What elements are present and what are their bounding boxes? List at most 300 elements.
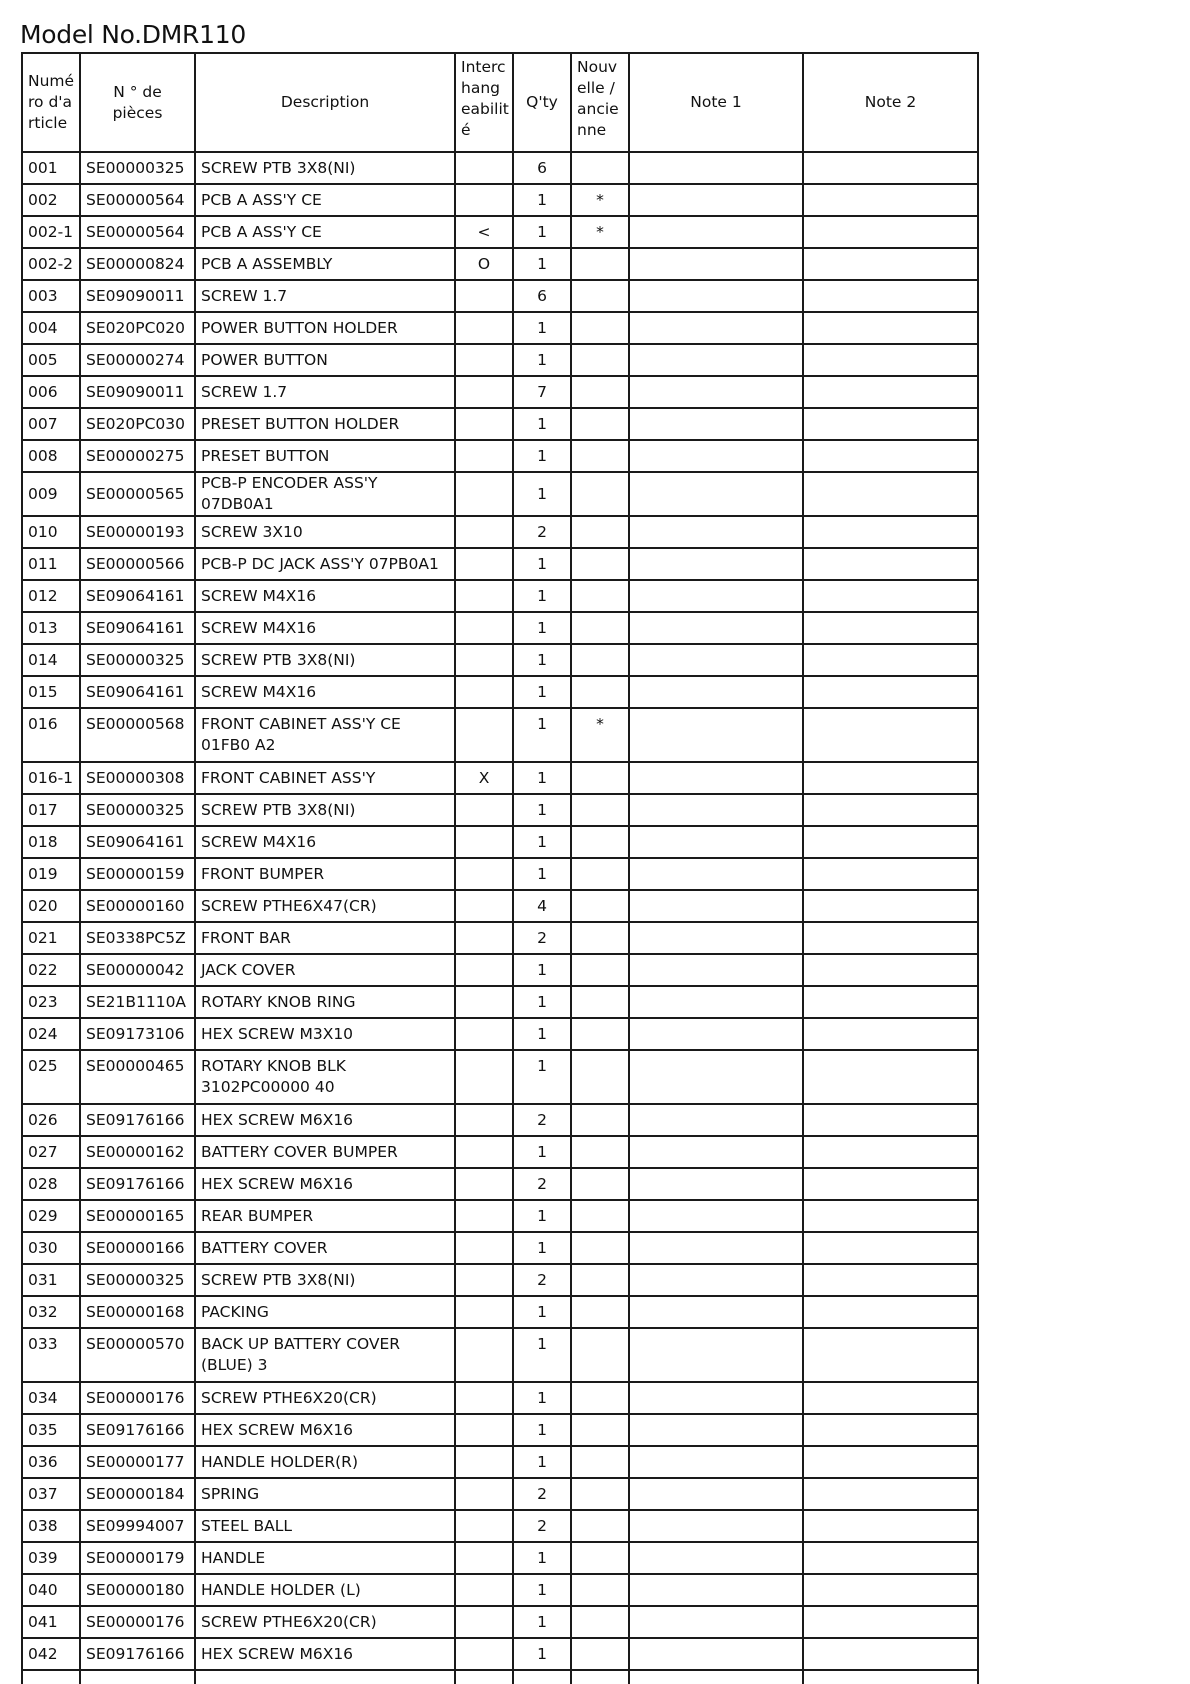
cell-item-number: 002-2 — [22, 248, 80, 280]
cell-description: PRESET BUTTON — [195, 440, 455, 472]
cell-note-1 — [629, 826, 803, 858]
table-row — [22, 280, 978, 312]
header-quantity: Q'ty — [513, 53, 571, 152]
table-row — [22, 612, 978, 644]
cell-quantity: 1 — [513, 612, 571, 644]
cell-item-number: 040 — [22, 1574, 80, 1606]
cell-new-old — [571, 858, 629, 890]
cell-quantity: 1 — [513, 216, 571, 248]
header-new-old: Nouv elle / ancie nne — [571, 53, 629, 152]
cell-item-number: 002-1 — [22, 216, 80, 248]
cell-note-1 — [629, 1478, 803, 1510]
cell-new-old — [571, 644, 629, 676]
cell-description: PRESET BUTTON HOLDER — [195, 408, 455, 440]
cell-description: BACK UP BATTERY COVER (BLUE) 3 — [195, 1328, 455, 1382]
cell-interchangeability — [455, 1018, 513, 1050]
cell-note-1 — [629, 922, 803, 954]
cell-quantity: 1 — [513, 676, 571, 708]
cell-item-number: 035 — [22, 1414, 80, 1446]
cell-note-2 — [803, 516, 978, 548]
cell-part-number: SE00000184 — [80, 1478, 195, 1510]
cell-item-number: 036 — [22, 1446, 80, 1478]
cell-part-number: SE00000042 — [80, 954, 195, 986]
cell-new-old — [571, 280, 629, 312]
cell-item-number: 020 — [22, 890, 80, 922]
table-row — [22, 376, 978, 408]
cell-new-old — [571, 1414, 629, 1446]
cell-part-number: SE09994007 — [80, 1510, 195, 1542]
cell-new-old — [571, 1574, 629, 1606]
cell-description: HEX SCREW M6X16 — [195, 1104, 455, 1136]
cell-empty — [513, 1670, 571, 1684]
cell-new-old — [571, 922, 629, 954]
cell-part-number: SE21B1110A — [80, 986, 195, 1018]
cell-interchangeability — [455, 152, 513, 184]
cell-description: ROTARY KNOB RING — [195, 986, 455, 1018]
cell-quantity: 1 — [513, 1414, 571, 1446]
cell-new-old: * — [571, 708, 629, 762]
cell-note-1 — [629, 440, 803, 472]
cell-new-old — [571, 1200, 629, 1232]
cell-part-number: SE09176166 — [80, 1414, 195, 1446]
cell-note-2 — [803, 826, 978, 858]
header-note-1: Note 1 — [629, 53, 803, 152]
cell-interchangeability — [455, 1200, 513, 1232]
cell-item-number: 041 — [22, 1606, 80, 1638]
cell-note-1 — [629, 1264, 803, 1296]
cell-part-number: SE00000566 — [80, 548, 195, 580]
cell-note-1 — [629, 708, 803, 762]
cell-interchangeability — [455, 1168, 513, 1200]
cell-note-1 — [629, 858, 803, 890]
cell-description: STEEL BALL — [195, 1510, 455, 1542]
cell-note-1 — [629, 280, 803, 312]
cell-item-number: 010 — [22, 516, 80, 548]
cell-new-old — [571, 890, 629, 922]
cell-quantity: 1 — [513, 1232, 571, 1264]
cell-interchangeability — [455, 376, 513, 408]
cell-note-1 — [629, 986, 803, 1018]
cell-description: SCREW PTB 3X8(NI) — [195, 644, 455, 676]
table-row — [22, 1606, 978, 1638]
cell-interchangeability — [455, 676, 513, 708]
table-row — [22, 644, 978, 676]
cell-note-2 — [803, 858, 978, 890]
cell-quantity: 6 — [513, 280, 571, 312]
cell-quantity: 1 — [513, 472, 571, 516]
cell-note-1 — [629, 1414, 803, 1446]
cell-description: HEX SCREW M6X16 — [195, 1414, 455, 1446]
cell-interchangeability: O — [455, 248, 513, 280]
cell-part-number: SE00000565 — [80, 472, 195, 516]
cell-part-number: SE00000177 — [80, 1446, 195, 1478]
cell-empty — [455, 1670, 513, 1684]
header-note-2: Note 2 — [803, 53, 978, 152]
cell-part-number: SE00000166 — [80, 1232, 195, 1264]
cell-interchangeability — [455, 440, 513, 472]
cell-interchangeability — [455, 1606, 513, 1638]
cell-note-2 — [803, 890, 978, 922]
cell-interchangeability — [455, 890, 513, 922]
cell-part-number: SE00000564 — [80, 216, 195, 248]
cell-quantity: 1 — [513, 708, 571, 762]
cell-item-number: 038 — [22, 1510, 80, 1542]
cell-interchangeability — [455, 1136, 513, 1168]
cell-part-number: SE00000180 — [80, 1574, 195, 1606]
cell-note-2 — [803, 1414, 978, 1446]
cell-description: SCREW 1.7 — [195, 280, 455, 312]
cell-part-number: SE00000325 — [80, 1264, 195, 1296]
table-row — [22, 548, 978, 580]
cell-note-1 — [629, 1200, 803, 1232]
cell-description: PCB A ASS'Y CE — [195, 184, 455, 216]
table-row — [22, 1328, 978, 1382]
cell-quantity: 1 — [513, 644, 571, 676]
cell-empty — [195, 1670, 455, 1684]
cell-quantity: 2 — [513, 1104, 571, 1136]
cell-description: SCREW PTB 3X8(NI) — [195, 152, 455, 184]
cell-note-1 — [629, 794, 803, 826]
cell-interchangeability — [455, 472, 513, 516]
cell-interchangeability — [455, 1638, 513, 1670]
cell-new-old — [571, 1104, 629, 1136]
cell-interchangeability — [455, 1510, 513, 1542]
cell-description: SCREW M4X16 — [195, 676, 455, 708]
cell-item-number: 007 — [22, 408, 80, 440]
cell-note-2 — [803, 548, 978, 580]
cell-description: ROTARY KNOB BLK 3102PC00000 40 — [195, 1050, 455, 1104]
table-row — [22, 1542, 978, 1574]
table-row — [22, 890, 978, 922]
cell-empty — [629, 1670, 803, 1684]
cell-quantity: 1 — [513, 1200, 571, 1232]
header-description: Description — [195, 53, 455, 152]
cell-note-2 — [803, 1296, 978, 1328]
cell-item-number: 023 — [22, 986, 80, 1018]
cell-quantity: 1 — [513, 1050, 571, 1104]
cell-new-old — [571, 826, 629, 858]
cell-note-2 — [803, 280, 978, 312]
cell-description: SCREW M4X16 — [195, 580, 455, 612]
table-row — [22, 762, 978, 794]
cell-part-number: SE020PC030 — [80, 408, 195, 440]
cell-new-old — [571, 1542, 629, 1574]
cell-note-1 — [629, 1168, 803, 1200]
cell-item-number: 026 — [22, 1104, 80, 1136]
cell-quantity: 6 — [513, 152, 571, 184]
cell-quantity: 1 — [513, 858, 571, 890]
table-row — [22, 408, 978, 440]
cell-note-2 — [803, 762, 978, 794]
cell-description: SCREW 3X10 — [195, 516, 455, 548]
cell-note-1 — [629, 1018, 803, 1050]
cell-quantity: 2 — [513, 1264, 571, 1296]
cell-part-number: SE00000570 — [80, 1328, 195, 1382]
cell-quantity: 2 — [513, 1510, 571, 1542]
cell-part-number: SE00000160 — [80, 890, 195, 922]
cell-description: SCREW PTHE6X20(CR) — [195, 1382, 455, 1414]
cell-interchangeability — [455, 344, 513, 376]
cell-empty — [80, 1670, 195, 1684]
table-row — [22, 1200, 978, 1232]
cell-new-old — [571, 344, 629, 376]
table-header-row — [22, 53, 978, 152]
cell-part-number: SE00000165 — [80, 1200, 195, 1232]
cell-interchangeability — [455, 1104, 513, 1136]
header-part-number: N ° de pièces — [80, 53, 195, 152]
cell-item-number: 025 — [22, 1050, 80, 1104]
cell-part-number: SE00000159 — [80, 858, 195, 890]
cell-quantity: 1 — [513, 1296, 571, 1328]
cell-interchangeability — [455, 954, 513, 986]
cell-note-1 — [629, 312, 803, 344]
cell-new-old — [571, 1382, 629, 1414]
table-row — [22, 794, 978, 826]
cell-new-old — [571, 248, 629, 280]
cell-interchangeability — [455, 858, 513, 890]
cell-part-number: SE09176166 — [80, 1104, 195, 1136]
cell-note-2 — [803, 1104, 978, 1136]
cell-new-old — [571, 1478, 629, 1510]
cell-interchangeability — [455, 312, 513, 344]
cell-note-1 — [629, 1574, 803, 1606]
cell-note-1 — [629, 1328, 803, 1382]
cell-new-old — [571, 1510, 629, 1542]
cell-item-number: 037 — [22, 1478, 80, 1510]
cell-note-1 — [629, 1296, 803, 1328]
cell-quantity: 1 — [513, 986, 571, 1018]
cell-quantity: 4 — [513, 890, 571, 922]
cell-new-old — [571, 762, 629, 794]
cell-quantity: 1 — [513, 1328, 571, 1382]
table-row — [22, 1168, 978, 1200]
cell-note-1 — [629, 516, 803, 548]
cell-empty — [803, 1670, 978, 1684]
table-row — [22, 516, 978, 548]
cell-item-number: 030 — [22, 1232, 80, 1264]
cell-note-2 — [803, 644, 978, 676]
cell-description: BATTERY COVER BUMPER — [195, 1136, 455, 1168]
cell-note-2 — [803, 1606, 978, 1638]
cell-quantity: 1 — [513, 548, 571, 580]
cell-new-old — [571, 794, 629, 826]
cell-part-number: SE00000176 — [80, 1382, 195, 1414]
cell-quantity: 1 — [513, 1574, 571, 1606]
cell-item-number: 029 — [22, 1200, 80, 1232]
cell-note-2 — [803, 1542, 978, 1574]
cell-item-number: 005 — [22, 344, 80, 376]
cell-note-2 — [803, 1136, 978, 1168]
cell-new-old — [571, 1328, 629, 1382]
cell-new-old — [571, 1018, 629, 1050]
cell-item-number: 012 — [22, 580, 80, 612]
cell-description: FRONT BAR — [195, 922, 455, 954]
cell-note-1 — [629, 954, 803, 986]
cell-note-2 — [803, 1446, 978, 1478]
table-row — [22, 1382, 978, 1414]
cell-description: SCREW 1.7 — [195, 376, 455, 408]
cell-note-2 — [803, 794, 978, 826]
cell-new-old — [571, 612, 629, 644]
cell-interchangeability — [455, 184, 513, 216]
cell-interchangeability — [455, 794, 513, 826]
table-row — [22, 676, 978, 708]
cell-quantity: 1 — [513, 440, 571, 472]
cell-description: PCB A ASS'Y CE — [195, 216, 455, 248]
cell-note-1 — [629, 1232, 803, 1264]
cell-note-2 — [803, 1638, 978, 1670]
cell-note-2 — [803, 708, 978, 762]
table-row — [22, 1574, 978, 1606]
cell-note-2 — [803, 1328, 978, 1382]
cell-quantity: 1 — [513, 1542, 571, 1574]
cell-quantity: 1 — [513, 344, 571, 376]
cell-item-number: 009 — [22, 472, 80, 516]
cell-new-old — [571, 516, 629, 548]
cell-item-number: 003 — [22, 280, 80, 312]
table-row — [22, 1414, 978, 1446]
cell-description: PCB A ASSEMBLY — [195, 248, 455, 280]
table-row-partial — [22, 1670, 978, 1684]
header-interchangeability: Interc hang eabilit é — [455, 53, 513, 152]
cell-part-number: SE020PC020 — [80, 312, 195, 344]
cell-note-2 — [803, 1574, 978, 1606]
cell-item-number: 018 — [22, 826, 80, 858]
cell-item-number: 042 — [22, 1638, 80, 1670]
cell-description: PACKING — [195, 1296, 455, 1328]
cell-part-number: SE00000325 — [80, 644, 195, 676]
cell-interchangeability — [455, 1574, 513, 1606]
cell-quantity: 1 — [513, 312, 571, 344]
cell-item-number: 033 — [22, 1328, 80, 1382]
cell-item-number: 006 — [22, 376, 80, 408]
cell-description: JACK COVER — [195, 954, 455, 986]
cell-part-number: SE00000564 — [80, 184, 195, 216]
cell-note-2 — [803, 152, 978, 184]
cell-interchangeability — [455, 612, 513, 644]
cell-note-2 — [803, 440, 978, 472]
cell-part-number: SE00000275 — [80, 440, 195, 472]
cell-interchangeability — [455, 1232, 513, 1264]
cell-interchangeability — [455, 548, 513, 580]
cell-description: SCREW PTHE6X20(CR) — [195, 1606, 455, 1638]
cell-description: PCB-P ENCODER ASS'Y 07DB0A1 — [195, 472, 455, 516]
cell-part-number: SE00000162 — [80, 1136, 195, 1168]
cell-note-2 — [803, 408, 978, 440]
cell-item-number: 027 — [22, 1136, 80, 1168]
cell-note-1 — [629, 1382, 803, 1414]
table-row — [22, 184, 978, 216]
cell-note-2 — [803, 612, 978, 644]
cell-item-number: 017 — [22, 794, 80, 826]
cell-part-number: SE09064161 — [80, 612, 195, 644]
cell-quantity: 1 — [513, 1638, 571, 1670]
cell-description: FRONT BUMPER — [195, 858, 455, 890]
cell-note-1 — [629, 184, 803, 216]
table-row — [22, 858, 978, 890]
cell-interchangeability: < — [455, 216, 513, 248]
cell-description: FRONT CABINET ASS'Y CE 01FB0 A2 — [195, 708, 455, 762]
cell-new-old — [571, 580, 629, 612]
cell-interchangeability — [455, 1264, 513, 1296]
cell-note-2 — [803, 580, 978, 612]
table-row — [22, 1638, 978, 1670]
cell-new-old — [571, 376, 629, 408]
cell-note-2 — [803, 1264, 978, 1296]
cell-description: FRONT CABINET ASS'Y — [195, 762, 455, 794]
cell-item-number: 024 — [22, 1018, 80, 1050]
table-row — [22, 1104, 978, 1136]
cell-interchangeability — [455, 580, 513, 612]
cell-quantity: 1 — [513, 1606, 571, 1638]
cell-quantity: 1 — [513, 1446, 571, 1478]
cell-description: SCREW M4X16 — [195, 612, 455, 644]
cell-note-2 — [803, 1168, 978, 1200]
cell-item-number: 028 — [22, 1168, 80, 1200]
cell-new-old — [571, 1264, 629, 1296]
cell-new-old — [571, 548, 629, 580]
cell-interchangeability — [455, 408, 513, 440]
cell-note-2 — [803, 676, 978, 708]
cell-part-number: SE00000274 — [80, 344, 195, 376]
cell-quantity: 1 — [513, 1018, 571, 1050]
cell-note-2 — [803, 1478, 978, 1510]
cell-quantity: 1 — [513, 954, 571, 986]
cell-description: PCB-P DC JACK ASS'Y 07PB0A1 — [195, 548, 455, 580]
cell-interchangeability — [455, 1050, 513, 1104]
cell-description: SPRING — [195, 1478, 455, 1510]
cell-note-1 — [629, 1638, 803, 1670]
cell-item-number: 032 — [22, 1296, 80, 1328]
table-row — [22, 1446, 978, 1478]
cell-item-number: 022 — [22, 954, 80, 986]
cell-note-1 — [629, 548, 803, 580]
cell-interchangeability — [455, 1478, 513, 1510]
cell-part-number: SE00000168 — [80, 1296, 195, 1328]
cell-part-number: SE00000179 — [80, 1542, 195, 1574]
cell-empty — [22, 1670, 80, 1684]
cell-part-number: SE09090011 — [80, 280, 195, 312]
cell-quantity: 1 — [513, 1136, 571, 1168]
cell-quantity: 2 — [513, 1168, 571, 1200]
cell-note-1 — [629, 890, 803, 922]
cell-quantity: 1 — [513, 1382, 571, 1414]
cell-quantity: 1 — [513, 794, 571, 826]
table-body — [22, 152, 978, 1684]
cell-note-2 — [803, 376, 978, 408]
cell-note-2 — [803, 986, 978, 1018]
cell-description: SCREW PTB 3X8(NI) — [195, 1264, 455, 1296]
table-row — [22, 708, 978, 762]
cell-item-number: 008 — [22, 440, 80, 472]
cell-part-number: SE09064161 — [80, 676, 195, 708]
cell-description: SCREW PTHE6X47(CR) — [195, 890, 455, 922]
table-row — [22, 248, 978, 280]
cell-note-1 — [629, 580, 803, 612]
cell-interchangeability — [455, 516, 513, 548]
cell-new-old — [571, 954, 629, 986]
cell-new-old — [571, 1050, 629, 1104]
cell-description: SCREW PTB 3X8(NI) — [195, 794, 455, 826]
cell-interchangeability — [455, 1328, 513, 1382]
cell-part-number: SE00000325 — [80, 152, 195, 184]
cell-item-number: 019 — [22, 858, 80, 890]
cell-description: HEX SCREW M3X10 — [195, 1018, 455, 1050]
cell-note-1 — [629, 344, 803, 376]
table-row — [22, 152, 978, 184]
cell-quantity: 2 — [513, 516, 571, 548]
cell-interchangeability — [455, 1382, 513, 1414]
